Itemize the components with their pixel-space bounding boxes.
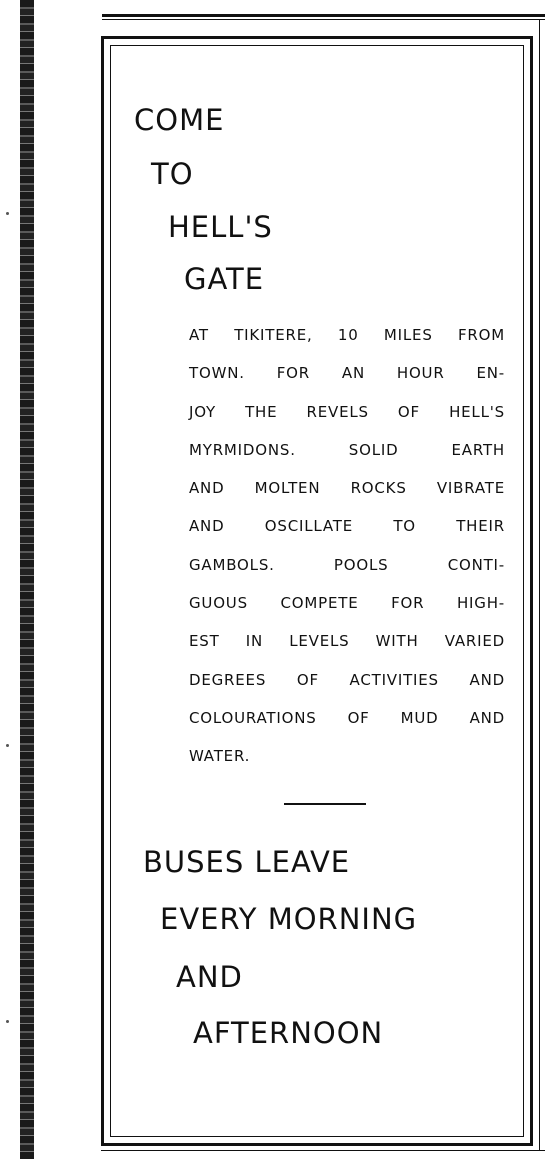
body-line: WATER. — [189, 747, 251, 766]
headline-line-1: COME — [134, 103, 225, 137]
scan-edge-bar — [20, 0, 34, 1159]
footer-line-1: BUSES LEAVE — [143, 845, 351, 879]
right-edge-rule — [539, 20, 540, 1150]
body-line: EST IN LEVELS WITH VARIED — [189, 632, 505, 651]
scan-speck — [6, 212, 9, 215]
scan-edge — [0, 0, 34, 1159]
footer-line-2: EVERY MORNING — [160, 902, 418, 936]
body-line: AND OSCILLATE TO THEIR — [189, 517, 505, 536]
body-line: DEGREES OF ACTIVITIES AND — [189, 670, 505, 689]
headline-line-4: GATE — [184, 262, 265, 296]
headline-line-3: HELL'S — [168, 210, 273, 244]
body-line: COLOURATIONS OF MUD AND — [189, 708, 505, 727]
body-line: AND MOLTEN ROCKS VIBRATE — [189, 479, 505, 498]
footer-line-4: AFTERNOON — [193, 1016, 384, 1050]
body-line: TOWN. FOR AN HOUR EN- — [189, 364, 505, 383]
body-line: GUOUS COMPETE FOR HIGH- — [189, 594, 505, 613]
body-copy — [189, 316, 505, 776]
body-line: MYRMIDONS. SOLID EARTH — [189, 440, 505, 459]
body-line: AT TIKITERE, 10 MILES FROM — [189, 326, 505, 344]
body-line: GAMBOLS. POOLS CONTI- — [189, 555, 505, 574]
bottom-rule — [101, 1150, 545, 1151]
section-divider — [284, 803, 366, 805]
scan-speck — [6, 744, 9, 747]
body-line: JOY THE REVELS OF HELL'S — [189, 402, 505, 421]
top-double-rule — [102, 14, 545, 20]
footer-line-3: AND — [176, 960, 243, 994]
scan-speck — [6, 1020, 9, 1023]
headline-line-2: TO — [151, 157, 194, 191]
